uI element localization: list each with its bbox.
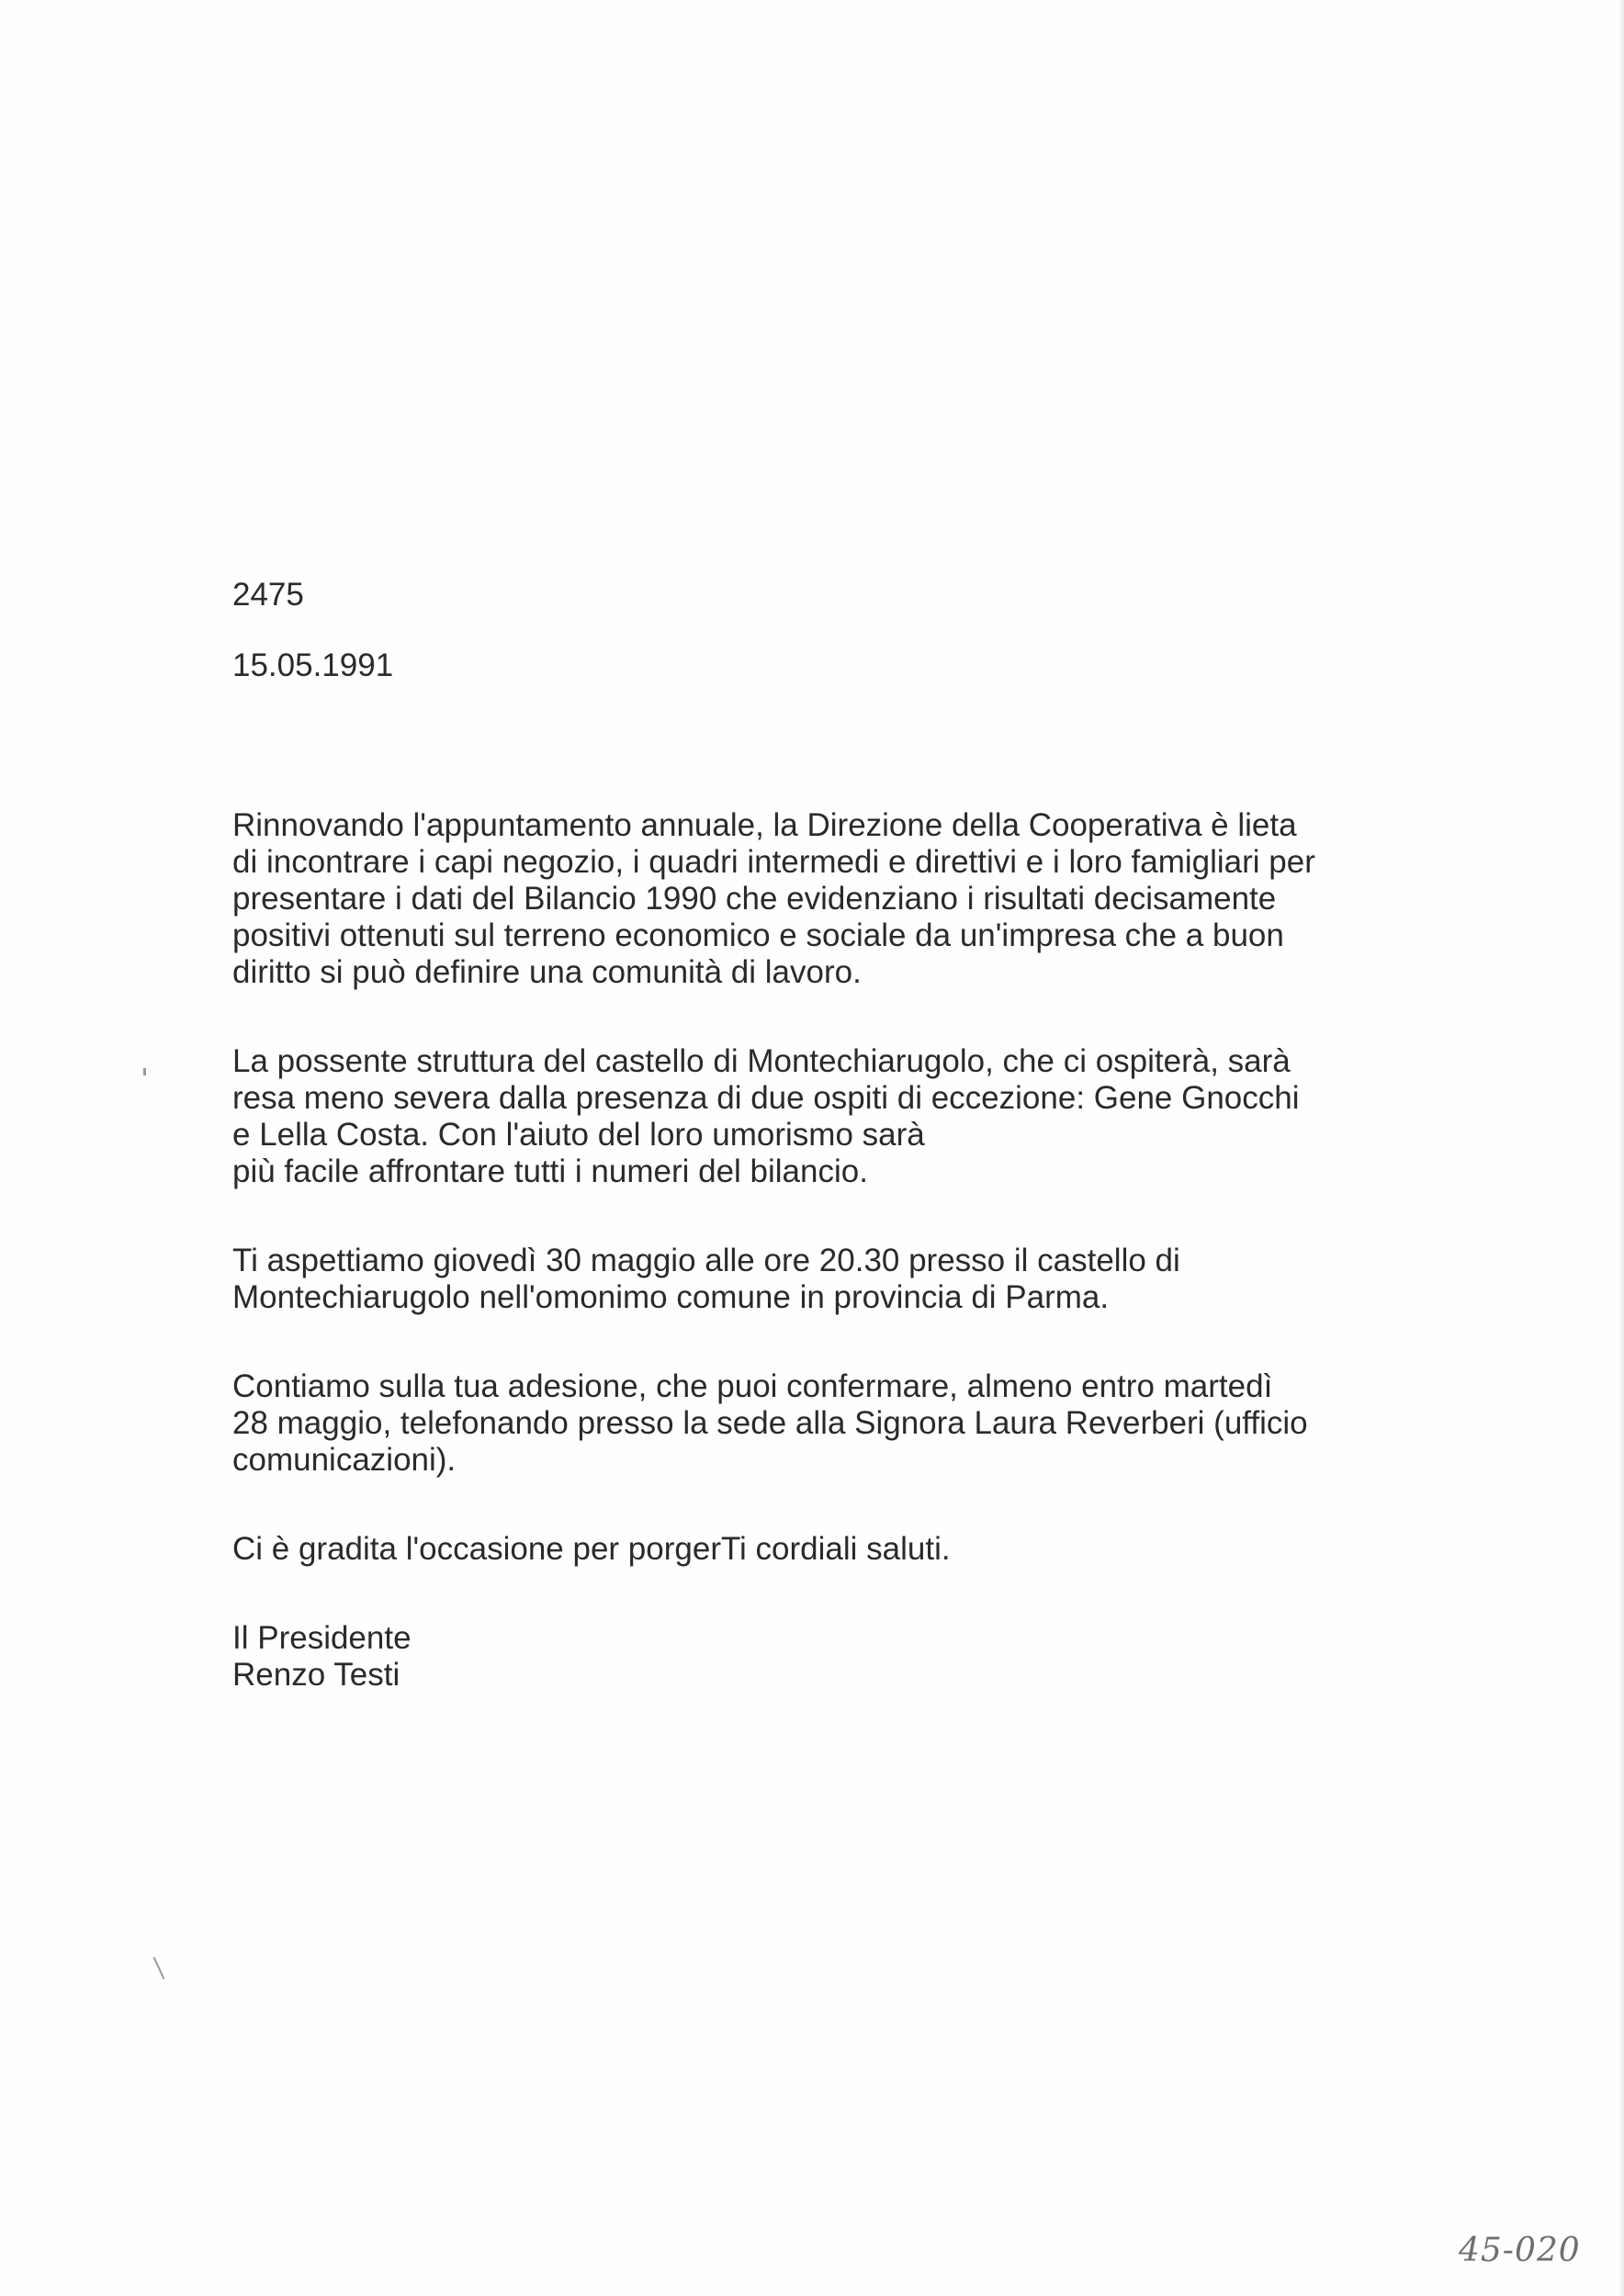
- page-edge-shadow: [1618, 0, 1624, 2296]
- letter-body: [232, 577, 1427, 1694]
- letter-date: 15.05.1991: [232, 647, 394, 683]
- text-line: resa meno severa dalla presenza di due ospiti di eccezione: Gene Gnocchi: [232, 1080, 1300, 1116]
- text-line: positivi ottenuti sul terreno economico e sociale da un'impresa che a buon: [232, 917, 1284, 953]
- reference-number: 2475: [232, 577, 304, 613]
- paragraph-closing: [232, 1531, 1427, 1568]
- text-line: 28 maggio, telefonando presso la sede alla Signora Laura Reverberi (ufficio: [232, 1405, 1308, 1441]
- text-line: di incontrare i capi negozio, i quadri intermedi e direttivi e i loro famigliari per: [232, 844, 1315, 880]
- signature-block: [232, 1620, 1427, 1694]
- paragraph-venue: [232, 1043, 1427, 1190]
- scan-speck: [143, 1068, 146, 1075]
- text-line: diritto si può definire una comunità di lavoro.: [232, 954, 862, 990]
- text-line: Montechiarugolo nell'omonimo comune in provincia di Parma.: [232, 1279, 1110, 1315]
- text-line: Rinnovando l'appuntamento annuale, la Direzione della Cooperativa è lieta: [232, 807, 1297, 843]
- text-line: e Lella Costa. Con l'aiuto del loro umorismo sarà: [232, 1117, 925, 1153]
- paragraph-date-time: [232, 1243, 1427, 1316]
- paragraph-invitation: [232, 807, 1427, 991]
- archive-number-handwritten: 45-020: [1459, 2232, 1581, 2269]
- text-line: più facile affrontare tutti i numeri del bilancio.: [232, 1154, 868, 1189]
- paragraph-rsvp: [232, 1368, 1427, 1479]
- text-line: Ci è gradita l'occasione per porgerTi cordiali saluti.: [232, 1531, 951, 1567]
- text-line: Contiamo sulla tua adesione, che puoi confermare, almeno entro martedì: [232, 1368, 1273, 1404]
- text-line: comunicazioni).: [232, 1442, 457, 1478]
- signatory-title: Il Presidente: [232, 1620, 412, 1656]
- text-line: La possente struttura del castello di Montechiarugolo, che ci ospiterà, sarà: [232, 1043, 1291, 1079]
- text-line: Ti aspettiamo giovedì 30 maggio alle ore 20.30 presso il castello di: [232, 1243, 1180, 1278]
- scan-speck: [153, 1957, 165, 1979]
- signatory-name: Renzo Testi: [232, 1657, 400, 1693]
- text-line: presentare i dati del Bilancio 1990 che evidenziano i risultati decisamente: [232, 881, 1277, 917]
